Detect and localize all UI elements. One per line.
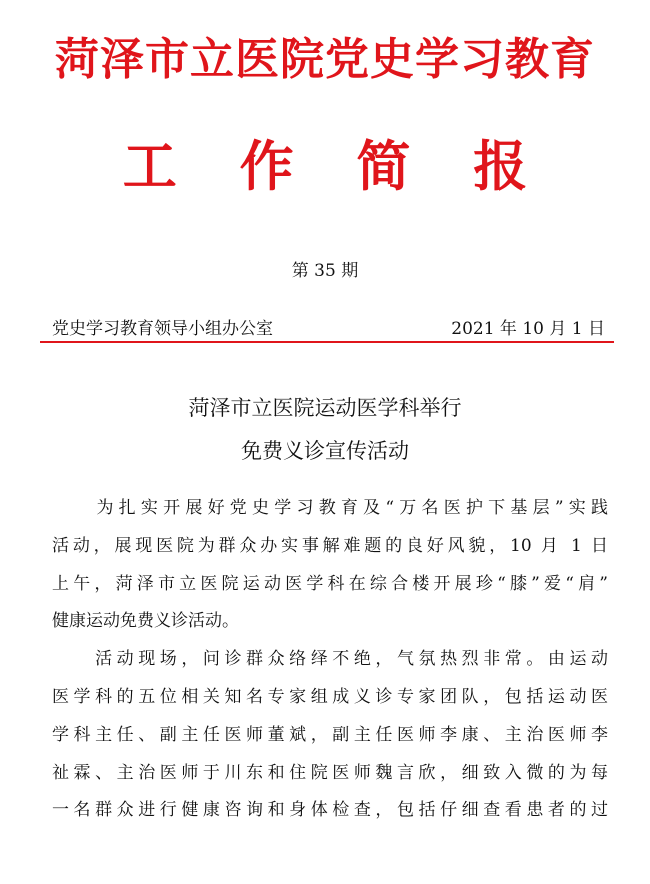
body-line: 为扎实开展好党史学习教育及“万名医护下基层”实践 — [52, 498, 608, 518]
body-line: 上午，菏泽市立医院运动医学科在综合楼开展珍“膝”爱“肩” — [52, 573, 608, 594]
issue-number: 第 35 期 — [291, 261, 359, 281]
body-line: 活动，展现医院为群众办实事解难题的良好风貌，10 月 1 日 — [52, 535, 608, 556]
article-title-line-1: 菏泽市立医院运动医学科举行 — [188, 396, 462, 420]
issuing-office: 党史学习教育领导小组办公室 — [52, 319, 273, 339]
body-line: 医学科的五位相关知名专家组成义诊专家团队，包括运动医 — [52, 686, 608, 707]
body-line: 学科主任、副主任医师董斌，副主任医师李康、主治医师李 — [52, 724, 608, 745]
article-title-line-2: 免费义诊宣传活动 — [241, 439, 409, 463]
body-line: 活动现场，问诊群众络绎不绝，气氛热烈非常。由运动 — [52, 649, 608, 670]
issue-date: 2021 年 10 月 1 日 — [451, 319, 605, 339]
body-line: 祉霖、主治医师于川东和住院医师魏言欣，细致入微的为每 — [52, 762, 608, 783]
body-line: 一名群众进行健康咨询和身体检查，包括仔细查看患者的过 — [52, 800, 608, 821]
body-line: 健康运动免费义诊活动。 — [52, 611, 239, 632]
masthead-subtitle: 工 作 简 报 — [122, 135, 550, 198]
masthead-title: 菏泽市立医院党史学习教育 — [55, 34, 595, 85]
red-divider — [40, 341, 614, 343]
article-body — [52, 490, 608, 830]
